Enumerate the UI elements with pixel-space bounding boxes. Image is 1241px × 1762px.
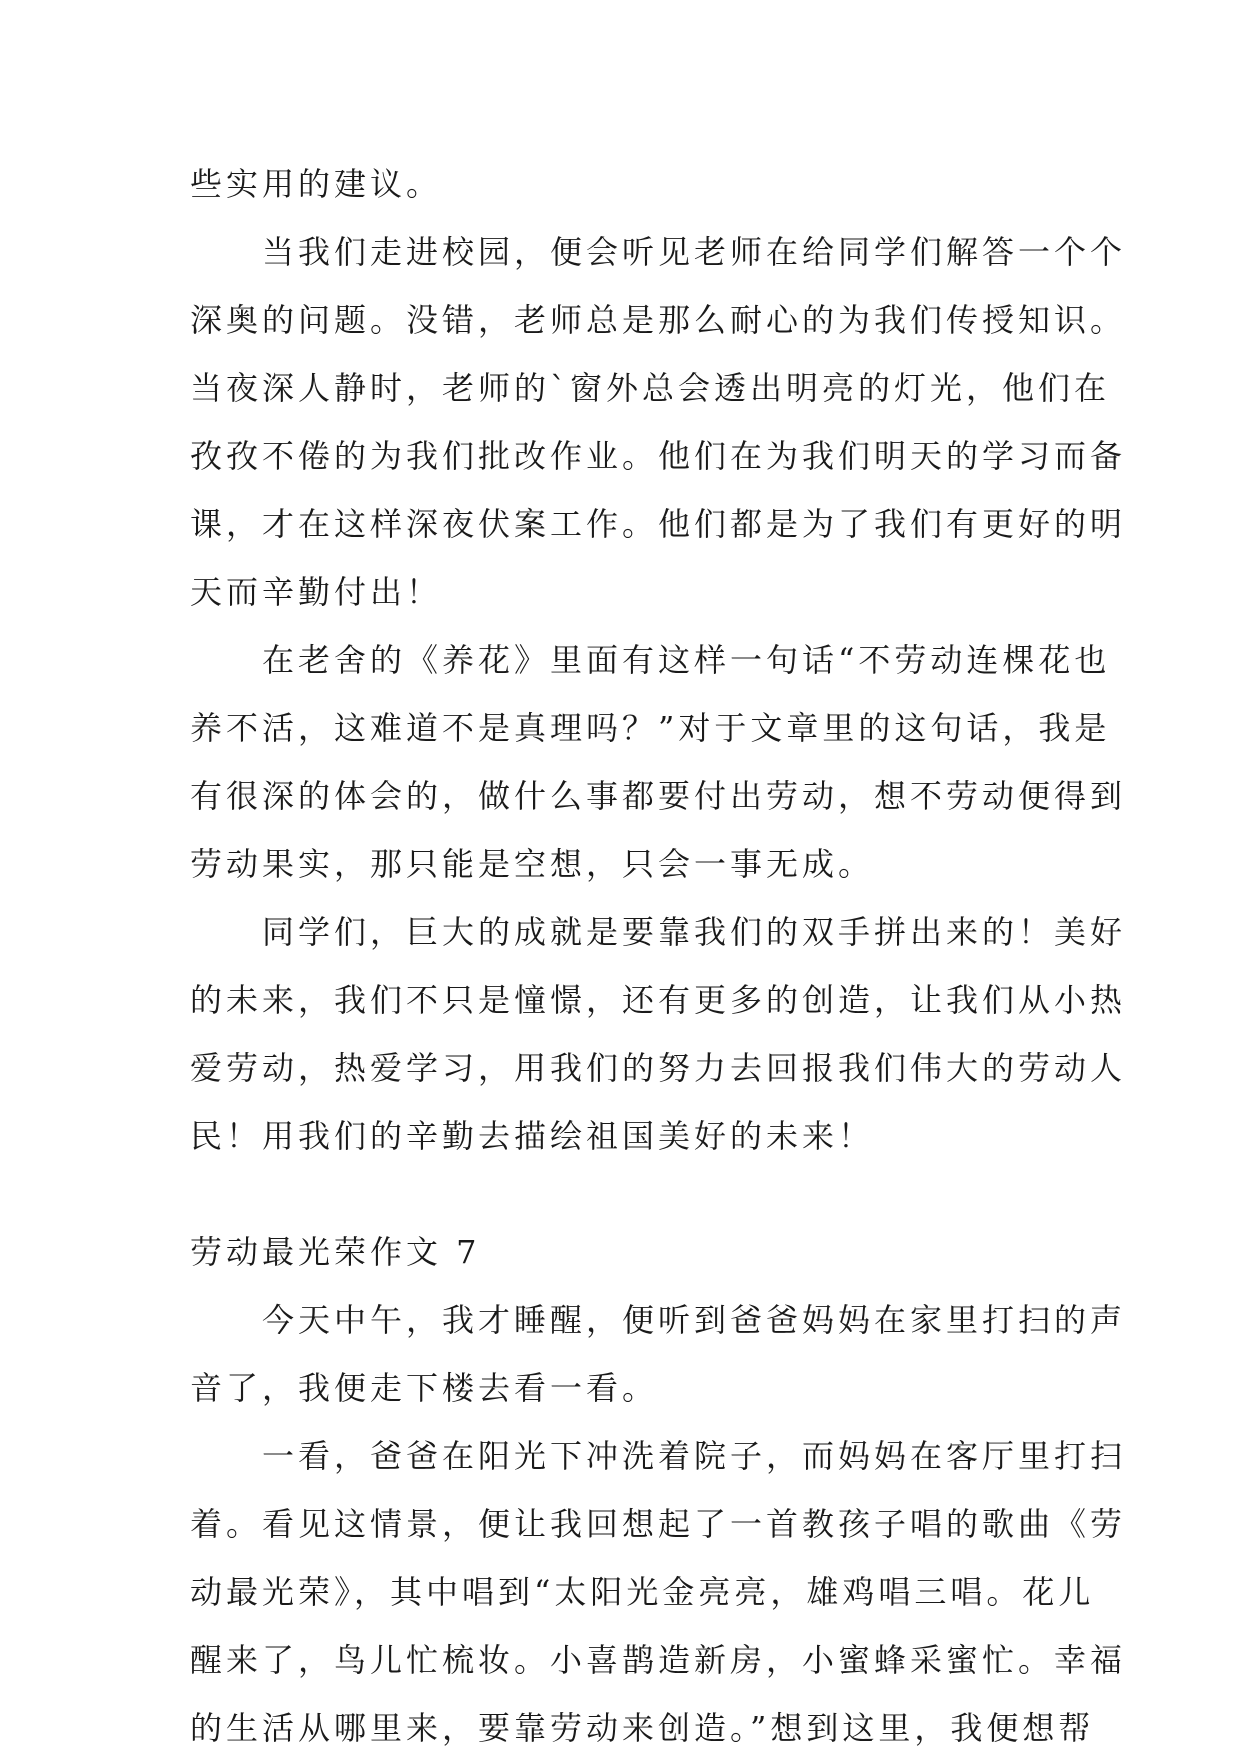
paragraph-line: 醒来了，鸟儿忙梳妆。小喜鹊造新房，小蜜蜂采蜜忙。幸福 xyxy=(190,1641,1127,1679)
paragraph-line: 在老舍的《养花》里面有这样一句话“不劳动连棵花也 xyxy=(262,641,1111,679)
paragraph-line: 动最光荣》，其中唱到“太阳光金亮亮，雄鸡唱三唱。花儿 xyxy=(190,1573,1095,1611)
paragraph-line: 当夜深人静时，老师的`窗外总会透出明亮的灯光，他们在 xyxy=(190,369,1111,407)
paragraph-line: 的未来，我们不只是憧憬，还有更多的创造，让我们从小热 xyxy=(190,981,1127,1019)
document-body xyxy=(190,150,1127,1762)
paragraph-line: 今天中午，我才睡醒，便听到爸爸妈妈在家里打扫的声 xyxy=(262,1301,1127,1339)
paragraph-line: 着。看见这情景，便让我回想起了一首教孩子唱的歌曲《劳 xyxy=(190,1505,1127,1543)
paragraph-line: 当我们走进校园，便会听见老师在给同学们解答一个个 xyxy=(262,233,1127,271)
paragraph-line: 课，才在这样深夜伏案工作。他们都是为了我们有更好的明 xyxy=(190,505,1127,543)
paragraph-line: 音了，我便走下楼去看一看。 xyxy=(190,1369,659,1407)
paragraph-line: 孜孜不倦的为我们批改作业。他们在为我们明天的学习而备 xyxy=(190,437,1127,475)
paragraph-line: 劳动果实，那只能是空想，只会一事无成。 xyxy=(190,845,875,883)
paragraph-line: 同学们，巨大的成就是要靠我们的双手拼出来的！美好 xyxy=(262,913,1127,951)
paragraph-line: 爱劳动，热爱学习，用我们的努力去回报我们伟大的劳动人 xyxy=(190,1049,1127,1087)
paragraph-line: 有很深的体会的，做什么事都要付出劳动，想不劳动便得到 xyxy=(190,777,1127,815)
paragraph-line: 一看，爸爸在阳光下冲洗着院子，而妈妈在客厅里打扫 xyxy=(262,1437,1127,1475)
paragraph-line: 深奥的问题。没错，老师总是那么耐心的为我们传授知识。 xyxy=(190,301,1127,339)
paragraph-line: 些实用的建议。 xyxy=(190,165,443,203)
paragraph-line: 民！用我们的辛勤去描绘祖国美好的未来！ xyxy=(190,1117,875,1155)
section-gap xyxy=(190,1170,1070,1218)
paragraph-line: 天而辛勤付出！ xyxy=(190,573,443,611)
section-heading: 劳动最光荣作文 7 xyxy=(190,1233,481,1271)
paragraph-line: 的生活从哪里来，要靠劳动来创造。”想到这里，我便想帮 xyxy=(190,1709,1095,1747)
paragraph-line: 养不活，这难道不是真理吗？”对于文章里的这句话，我是 xyxy=(190,709,1111,747)
